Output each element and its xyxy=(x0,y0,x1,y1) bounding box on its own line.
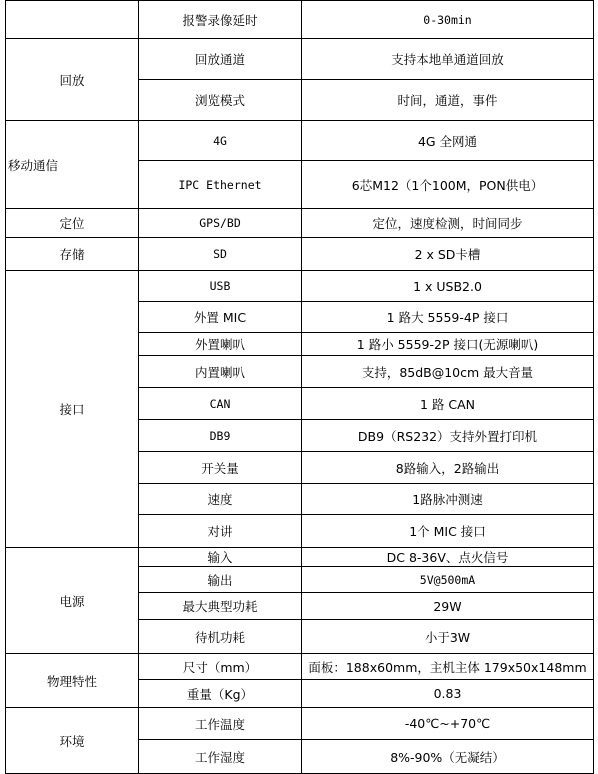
item-cell: CAN xyxy=(139,388,302,420)
table-row xyxy=(6,654,594,680)
value-cell: 5V@500mA xyxy=(302,567,594,593)
table-row xyxy=(6,708,594,740)
item-cell: 输出 xyxy=(139,567,302,593)
value-cell: 1 路 CAN xyxy=(302,388,594,420)
item-cell: 工作温度 xyxy=(139,708,302,740)
table-row xyxy=(6,121,594,161)
item-cell: 工作湿度 xyxy=(139,740,302,774)
item-cell: 对讲 xyxy=(139,515,302,548)
value-cell: 4G 全网通 xyxy=(302,121,594,161)
value-cell: 0-30min xyxy=(302,1,594,39)
spec-table xyxy=(5,0,594,774)
table-row xyxy=(6,209,594,238)
value-cell: 面板：188x60mm，主机主体 179x50x148mm xyxy=(302,654,594,680)
item-cell: 重量（Kg） xyxy=(139,680,302,708)
value-cell: 支持，85dB@10cm 最大音量 xyxy=(302,356,594,388)
value-cell: 1 路大 5559-4P 接口 xyxy=(302,302,594,333)
value-cell: 定位，速度检测，时间同步 xyxy=(302,209,594,238)
value-cell: 1路脉冲测速 xyxy=(302,484,594,515)
item-cell: DB9 xyxy=(139,420,302,452)
item-cell: 待机功耗 xyxy=(139,620,302,654)
item-cell: USB xyxy=(139,271,302,302)
category-cell-storage: 存储 xyxy=(6,238,139,271)
category-cell-physical: 物理特性 xyxy=(6,654,139,708)
item-cell: 外置 MIC xyxy=(139,302,302,333)
value-cell: 1 x USB2.0 xyxy=(302,271,594,302)
item-cell: 输入 xyxy=(139,548,302,567)
table-row xyxy=(6,238,594,271)
value-cell: 时间，通道，事件 xyxy=(302,80,594,121)
item-cell: 4G xyxy=(139,121,302,161)
table-row xyxy=(6,548,594,567)
item-cell: 开关量 xyxy=(139,452,302,484)
item-cell: 外置喇叭 xyxy=(139,333,302,356)
value-cell: 2 x SD卡槽 xyxy=(302,238,594,271)
value-cell: 6芯M12（1个100M，PON供电） xyxy=(302,161,594,209)
value-cell: 8%-90%（无凝结） xyxy=(302,740,594,774)
category-cell-playback: 回放 xyxy=(6,39,139,121)
category-cell-interface: 接口 xyxy=(6,271,139,548)
table-row xyxy=(6,1,594,39)
value-cell: 1个 MIC 接口 xyxy=(302,515,594,548)
category-cell-empty xyxy=(6,1,139,39)
item-cell: 浏览模式 xyxy=(139,80,302,121)
category-cell-environment: 环境 xyxy=(6,708,139,774)
category-cell-mobile: 移动通信 xyxy=(6,121,139,209)
table-row xyxy=(6,271,594,302)
category-cell-positioning: 定位 xyxy=(6,209,139,238)
item-cell: 速度 xyxy=(139,484,302,515)
table-row xyxy=(6,39,594,80)
value-cell: 支持本地单通道回放 xyxy=(302,39,594,80)
item-cell: IPC Ethernet xyxy=(139,161,302,209)
item-cell: 内置喇叭 xyxy=(139,356,302,388)
value-cell: 29W xyxy=(302,593,594,620)
item-cell: 报警录像延时 xyxy=(139,1,302,39)
item-cell: SD xyxy=(139,238,302,271)
item-cell: 尺寸（mm） xyxy=(139,654,302,680)
value-cell: DB9（RS232）支持外置打印机 xyxy=(302,420,594,452)
value-cell: 1 路小 5559-2P 接口(无源喇叭) xyxy=(302,333,594,356)
value-cell: 小于3W xyxy=(302,620,594,654)
value-cell: DC 8-36V、点火信号 xyxy=(302,548,594,567)
item-cell: GPS/BD xyxy=(139,209,302,238)
value-cell: 8路输入，2路输出 xyxy=(302,452,594,484)
item-cell: 最大典型功耗 xyxy=(139,593,302,620)
value-cell: 0.83 xyxy=(302,680,594,708)
item-cell: 回放通道 xyxy=(139,39,302,80)
category-cell-power: 电源 xyxy=(6,548,139,654)
value-cell: -40℃~+70℃ xyxy=(302,708,594,740)
